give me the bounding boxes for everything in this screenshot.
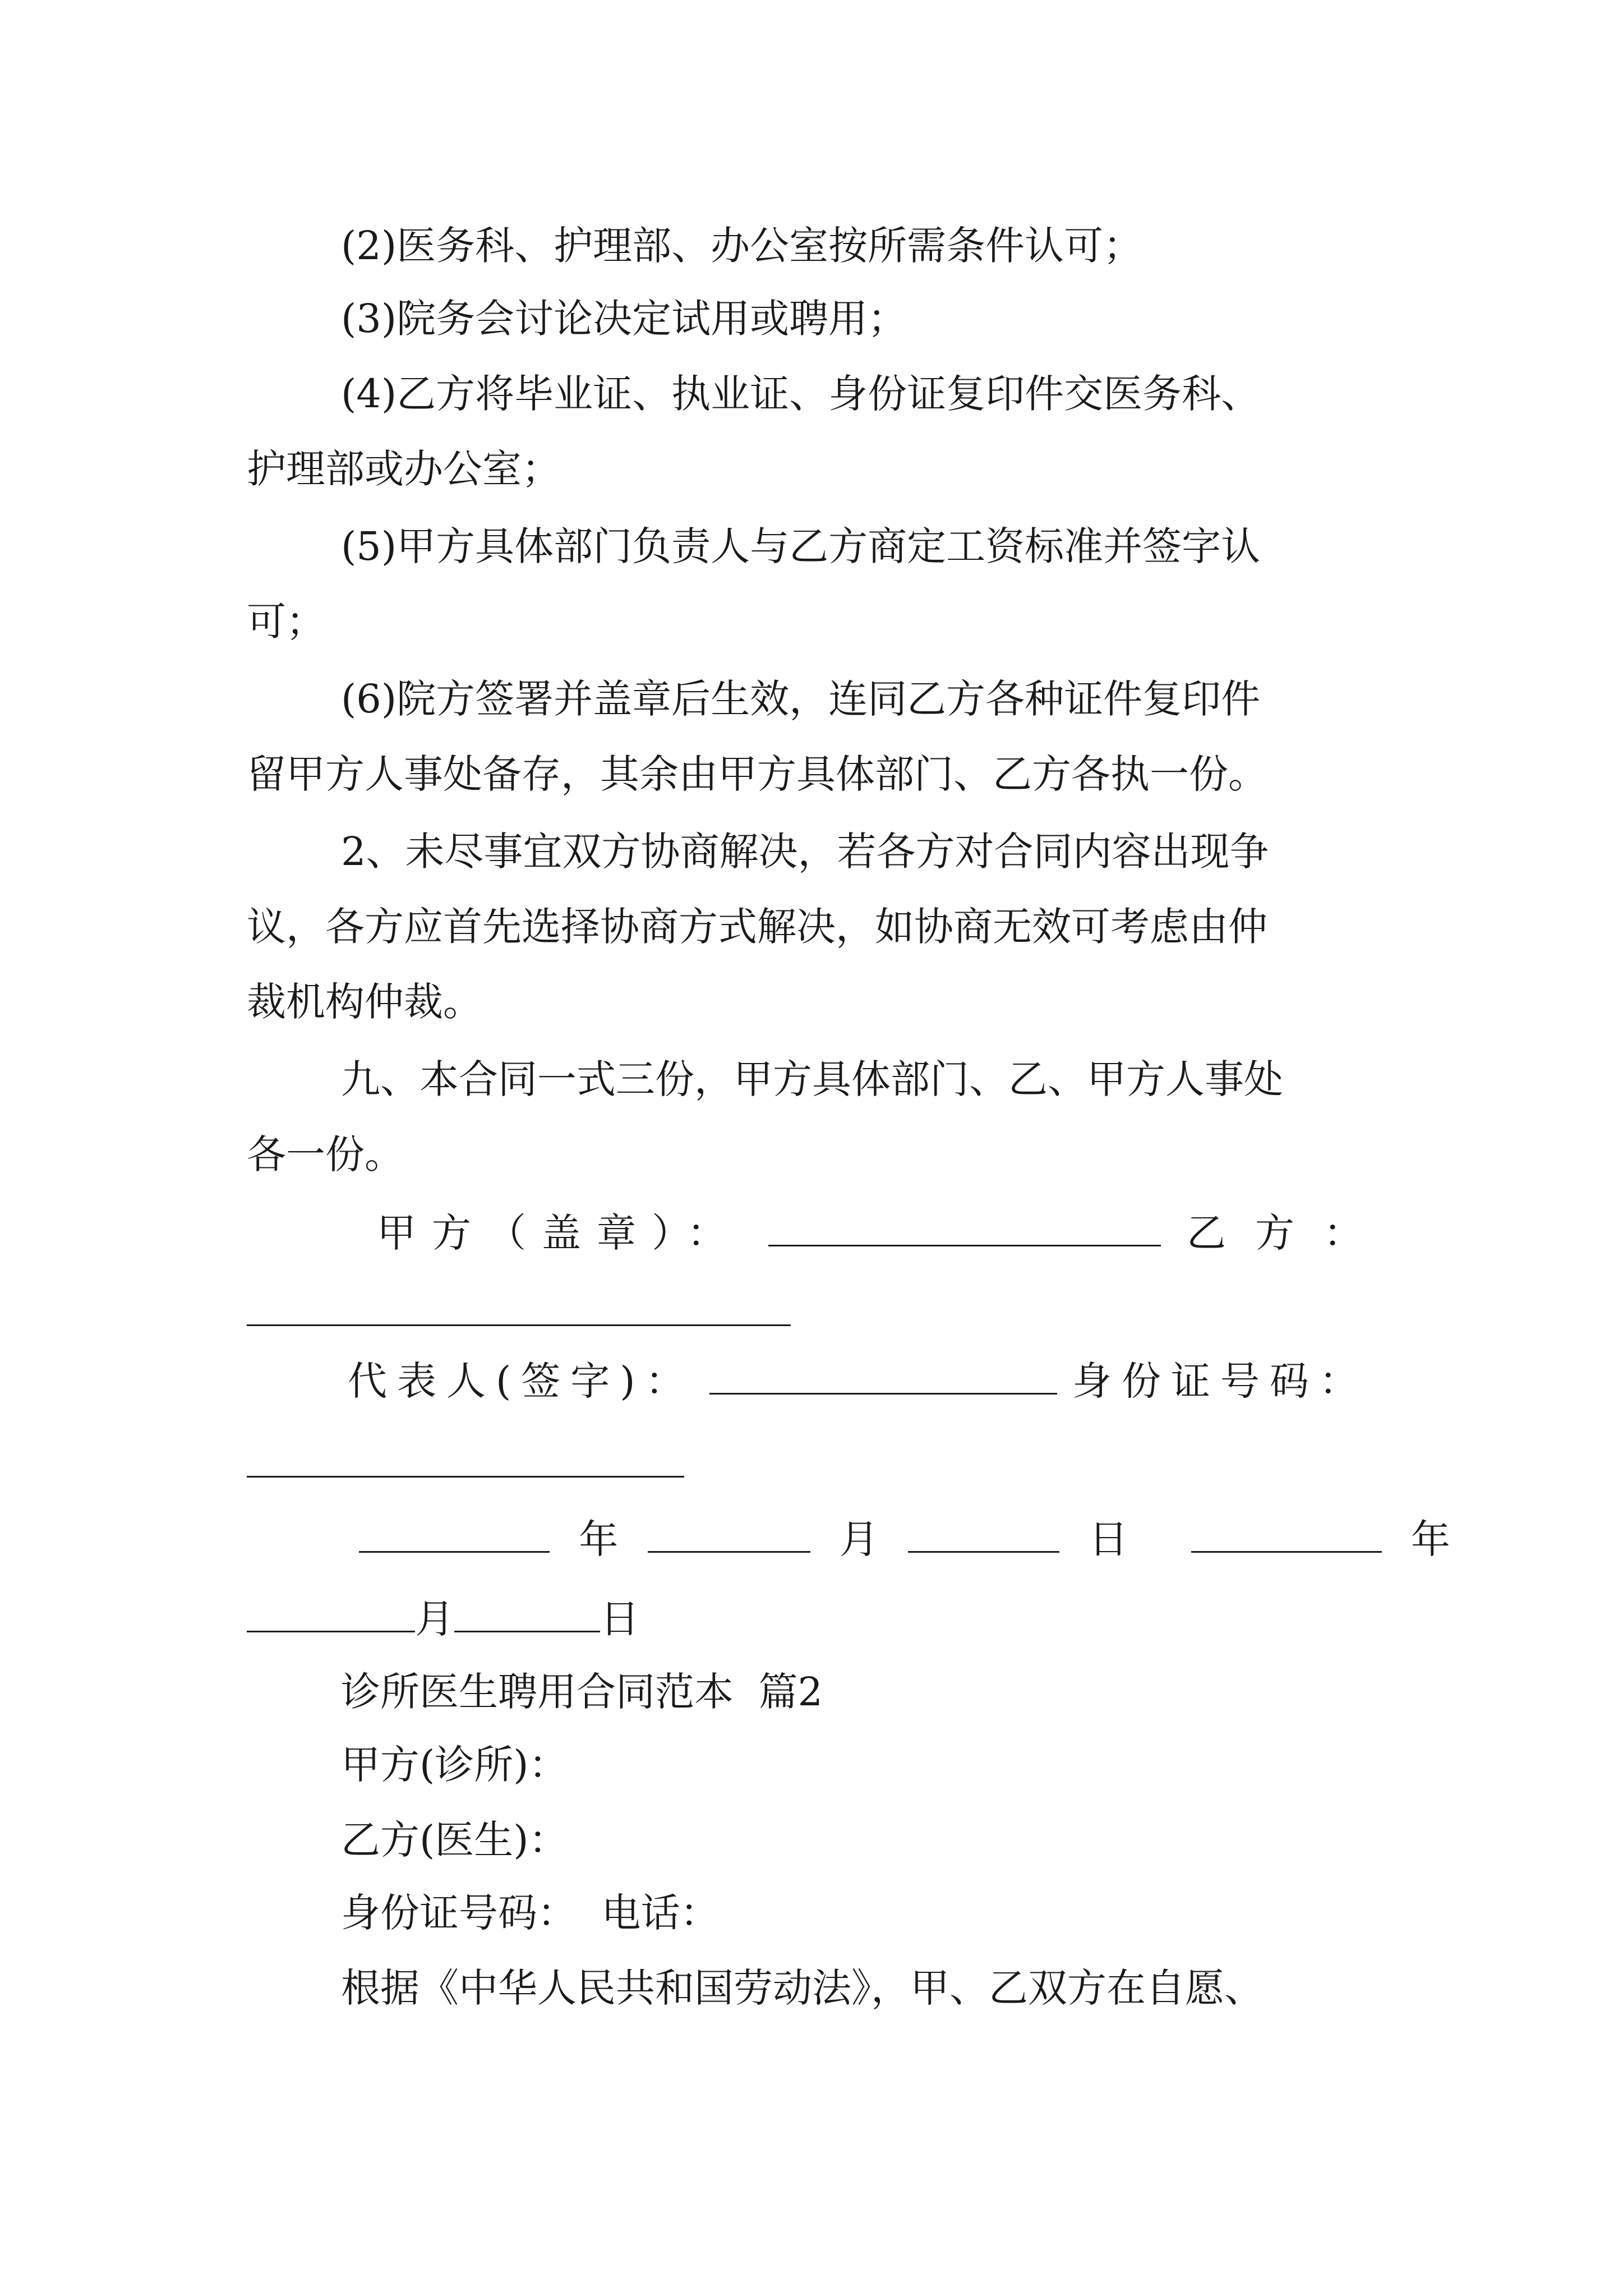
signature-row-parties: [377, 1205, 1392, 1261]
party-b-label: 乙方：: [1187, 1210, 1392, 1256]
signature-row-party-b: [247, 1285, 1391, 1329]
month-label-2: 月: [415, 1596, 454, 1642]
clause-line: 护理部或办公室；: [247, 446, 561, 492]
representative-label: 代表人(签字)：: [348, 1358, 695, 1404]
clause-line: 议，各方应首先选择协商方式解决，如协商无效可考虑由仲: [247, 904, 1267, 950]
clause-line: 留甲方人事处备存，其余由甲方具体部门、乙方各执一份。: [247, 751, 1267, 797]
date-row: [359, 1511, 1450, 1567]
id-number-label: 身份证号码：: [1072, 1358, 1368, 1404]
date-row-2: [247, 1591, 1391, 1647]
section2-party-b: 乙方(医生)：: [341, 1817, 568, 1863]
section2-title: 诊所医生聘用合同范本 篇2: [341, 1669, 823, 1715]
id-number-blank: [247, 1443, 684, 1478]
year-label-2: 年: [1410, 1516, 1450, 1562]
clause-line: (2)医务科、护理部、办公室按所需条件认可；: [341, 223, 1143, 269]
clause-line: (4)乙方将毕业证、执业证、身份证复印件交医务科、: [341, 371, 1261, 417]
year-label: 年: [579, 1516, 619, 1562]
representative-blank: [709, 1354, 1057, 1395]
section2-id-phone: 身份证号码： 电话：: [341, 1890, 720, 1936]
signature-row-id: [247, 1436, 1391, 1481]
clause-line: 九、本合同一式三份，甲方具体部门、乙、甲方人事处: [341, 1056, 1283, 1102]
clause-line: 裁机构仲裁。: [247, 979, 482, 1025]
day-label-2: 日: [600, 1596, 639, 1642]
clause-line: (3)院务会讨论决定试用或聘用；: [341, 296, 907, 342]
clause-line: 各一份。: [247, 1131, 404, 1177]
section2-intro: 根据《中华人民共和国劳动法》，甲、乙双方在自愿、: [341, 1965, 1264, 2011]
month-blank-2: [247, 1591, 415, 1632]
section2-party-a: 甲方(诊所)：: [341, 1742, 568, 1788]
year-blank-2: [1191, 1512, 1382, 1553]
clause-line: (6)院方签署并盖章后生效，连同乙方各种证件复印件: [341, 676, 1261, 722]
clause-line: 可；: [247, 599, 325, 645]
month-label: 月: [839, 1516, 879, 1562]
party-a-seal-label: 甲方（盖章）：: [377, 1210, 742, 1256]
day-blank-2: [454, 1591, 600, 1632]
day-label: 日: [1089, 1516, 1128, 1562]
party-a-blank: [768, 1205, 1161, 1246]
clause-line: (5)甲方具体部门负责人与乙方商定工资标准并签字认: [341, 523, 1261, 569]
month-blank: [648, 1512, 810, 1553]
party-b-blank: [247, 1289, 791, 1326]
day-blank: [908, 1512, 1059, 1553]
clause-line: 2、未尽事宜双方协商解决，若各方对合同内容出现争: [341, 829, 1269, 875]
year-blank: [359, 1512, 550, 1553]
signature-row-representative: [348, 1353, 1368, 1409]
